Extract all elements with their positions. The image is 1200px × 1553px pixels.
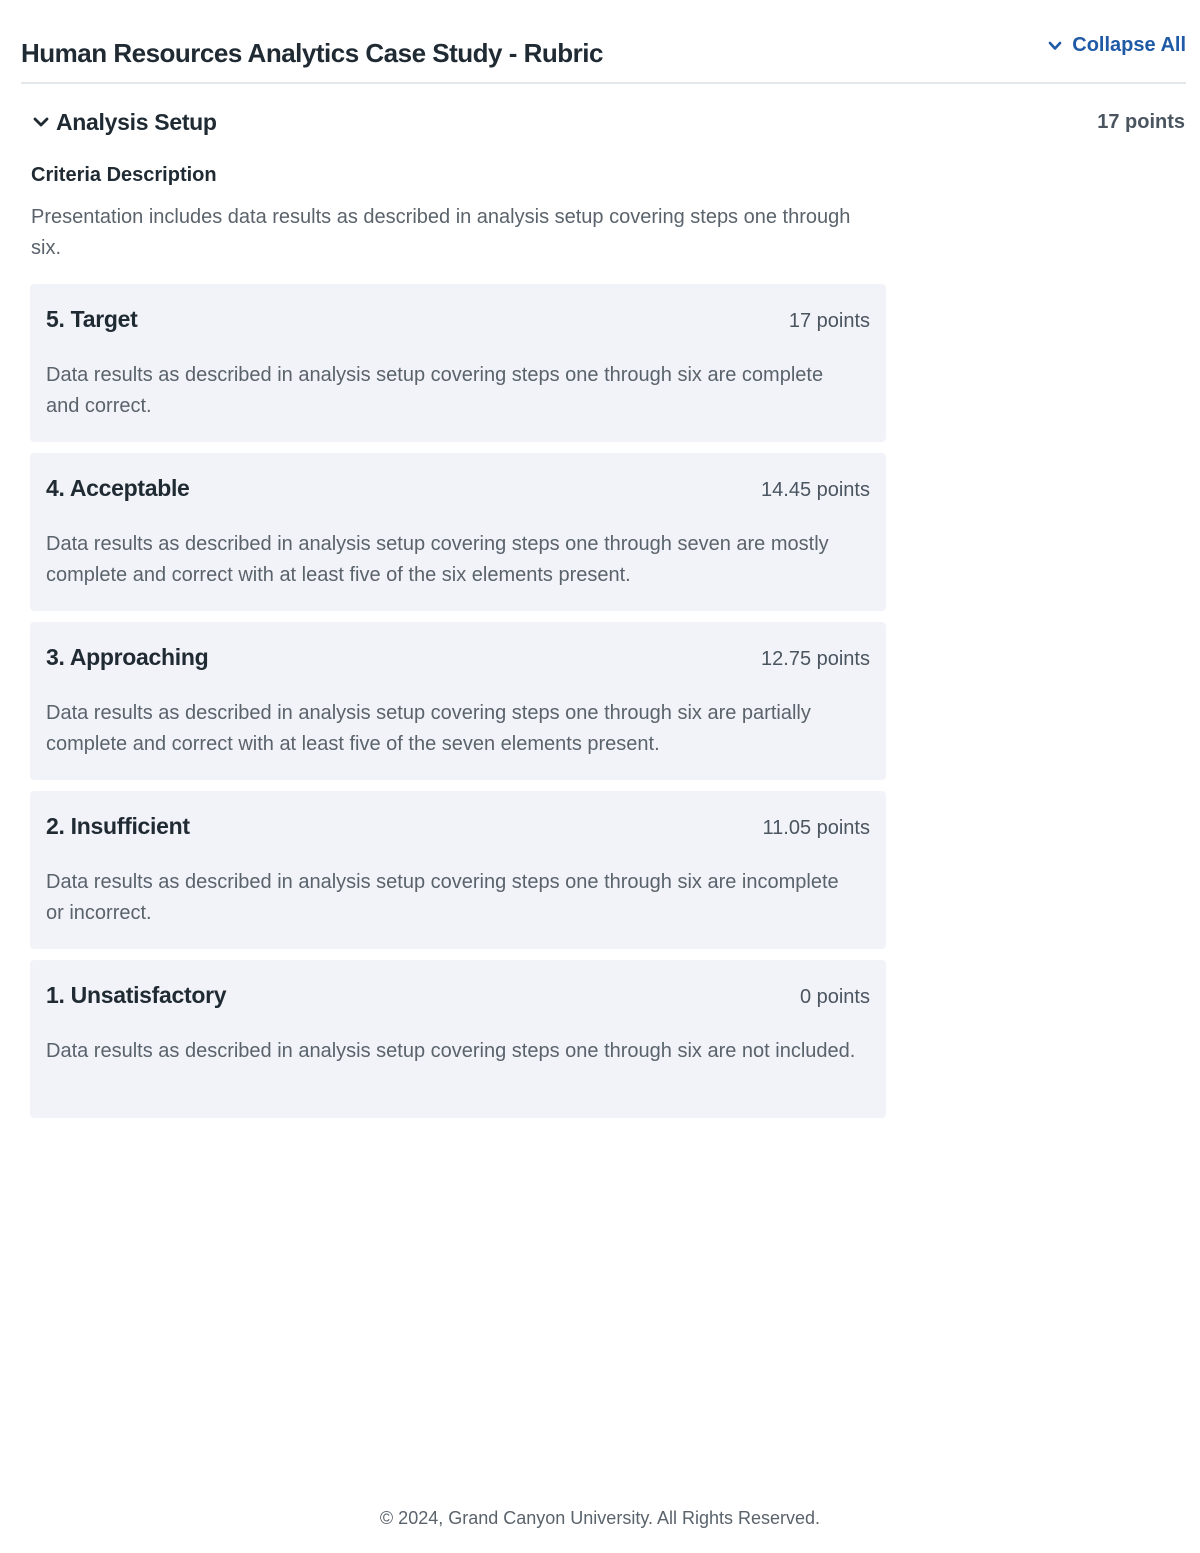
rating-level-name: 4. Acceptable [46,475,190,501]
criteria-description-text: Presentation includes data results as described in analysis setup covering steps one through six. [31,206,851,259]
criteria-description-label: Criteria Description [31,164,217,186]
rating-level-target [30,284,886,442]
rating-level-name: 2. Insufficient [46,813,190,839]
criterion-header [32,106,1185,138]
rating-level-unsatisfactory [30,960,886,1118]
rating-level-description: Data results as described in analysis setup covering steps one through six are complete and correct. [46,364,824,417]
page-title: Human Resources Analytics Case Study - Rubric [21,38,603,68]
criterion-title: Analysis Setup [56,108,217,135]
rating-levels [30,284,886,1129]
rating-level-insufficient [30,791,886,949]
rating-level-description: Data results as described in analysis setup covering steps one through seven are mostly complete and correct with at least five of the six elements present. [46,533,829,586]
rating-level-acceptable [30,453,886,611]
rating-level-description: Data results as described in analysis setup covering steps one through six are not included. [46,1040,856,1062]
collapse-all-button[interactable] [1048,34,1186,57]
rubric-header [21,0,1186,84]
rating-level-points: 11.05 points [762,817,870,839]
rating-level-description: Data results as described in analysis setup covering steps one through six are partially complete and correct with at least five of the seven elements present. [46,702,811,755]
rating-level-points: 0 points [799,986,870,1008]
criterion-toggle[interactable] [32,109,217,136]
rating-level-points: 17 points [788,310,870,332]
rating-level-points: 14.45 points [761,479,870,501]
chevron-down-icon [1048,39,1062,53]
rating-level-name: 1. Unsatisfactory [46,982,227,1008]
chevron-down-icon [32,113,50,131]
rating-level-approaching [30,622,886,780]
rating-level-points: 12.75 points [761,648,870,670]
rating-level-description: Data results as described in analysis setup covering steps one through six are incomplete or incorrect. [46,871,839,924]
criterion-points: 17 points [1097,110,1185,133]
footer-copyright: © 2024, Grand Canyon University. All Rights Reserved. [379,1508,821,1528]
rating-level-name: 5. Target [46,306,138,332]
rating-level-name: 3. Approaching [46,644,209,670]
collapse-all-label: Collapse All [1072,34,1186,56]
